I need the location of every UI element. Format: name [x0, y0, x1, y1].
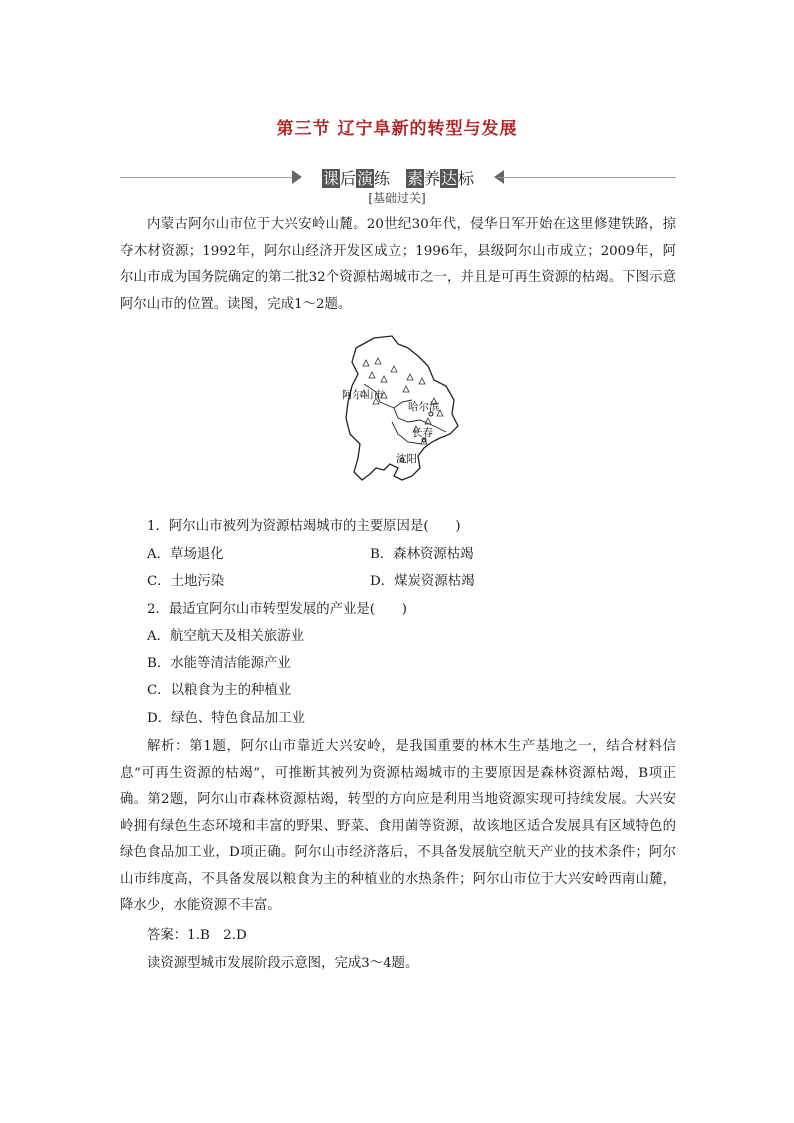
banner-char: 课 [322, 169, 339, 188]
map-label-haerbin: 哈尔滨 [408, 401, 440, 413]
analysis-paragraph: 解析：第1题，阿尔山市靠近大兴安岭，是我国重要的林木生产基地之一，结合材料信息“可再生资源的枯竭”，可推断其被列为资源枯竭城市的主要原因是森林资源枯竭，B项正确。第2题，阿尔山市森林资源枯竭，转型的方向应是利用当地资源实现可持续发展。大兴安岭拥有绿色生态环境和丰富的野果、野菜、食用菌等资源，故该地区适合发展具有区域特色的绿色食品加工业，D项正确。阿尔山市经济落后，不具备发展航空航天产业的技术条件；阿尔山市纬度高，不具备发展以粮食为主的种植业的水热条件；阿尔山市位于大兴安岭西南山麓，降水少，水能资源不丰富。 [120, 739, 676, 913]
question-2-option-c: C．以粮食为主的种植业 [147, 683, 292, 698]
question-2-stem: 2．最适宜阿尔山市转型发展的产业是( ) [147, 602, 407, 617]
location-map [336, 330, 460, 490]
banner-arrow-left-icon [292, 170, 302, 184]
banner-char: 素 [407, 169, 424, 188]
page-title: 第三节 辽宁阜新的转型与发展 [276, 119, 518, 139]
banner-char: 养 [424, 169, 441, 188]
question-2-option-b: B．水能等清洁能源产业 [147, 656, 291, 671]
banner-char: 练 [373, 169, 390, 188]
question-2-option-d: D．绿色、特色食品加工业 [147, 711, 306, 726]
banner-char: 达 [441, 169, 458, 188]
question-1-option-c: C．土地污染 [147, 574, 225, 589]
map-label-shenyang: 沈阳 [396, 453, 417, 465]
map-label-changchun: 长春 [412, 427, 433, 439]
question-1-stem: 1．阿尔山市被列为资源枯竭城市的主要原因是( ) [147, 519, 461, 534]
question-1-option-d: D．煤炭资源枯竭 [370, 574, 475, 589]
answer-line: 答案：1.B 2.D [147, 928, 247, 943]
banner-line-left [120, 177, 298, 178]
map-label-aershan: 阿尔山市 [342, 389, 384, 401]
banner-char: 演 [356, 169, 373, 188]
section-banner [120, 166, 676, 188]
banner-text [310, 166, 486, 189]
banner-char: 后 [339, 169, 356, 188]
section-subtitle: [基础过关] [368, 191, 426, 205]
next-questions-intro: 读资源型城市发展阶段示意图，完成3～4题。 [147, 956, 419, 971]
question-1-option-a: A．草场退化 [147, 547, 224, 562]
question-1-option-b: B．森林资源枯竭 [370, 547, 474, 562]
intro-paragraph: 内蒙古阿尔山市位于大兴安岭山麓。20世纪30年代，侵华日军开始在这里修建铁路，掠夺木材资源；1992年，阿尔山经济开发区成立；1996年，县级阿尔山市成立；2009年，阿尔山市成为国务院确定的第二批32个资源枯竭城市之一，并且是可再生资源的枯竭。下图示意阿尔山市的位置。读图，完成1～2题。 [120, 217, 676, 312]
banner-char: 标 [458, 169, 475, 188]
question-2-option-a: A．航空航天及相关旅游业 [147, 629, 304, 644]
banner-line-right [498, 177, 676, 178]
northeast-china-map [336, 330, 460, 490]
